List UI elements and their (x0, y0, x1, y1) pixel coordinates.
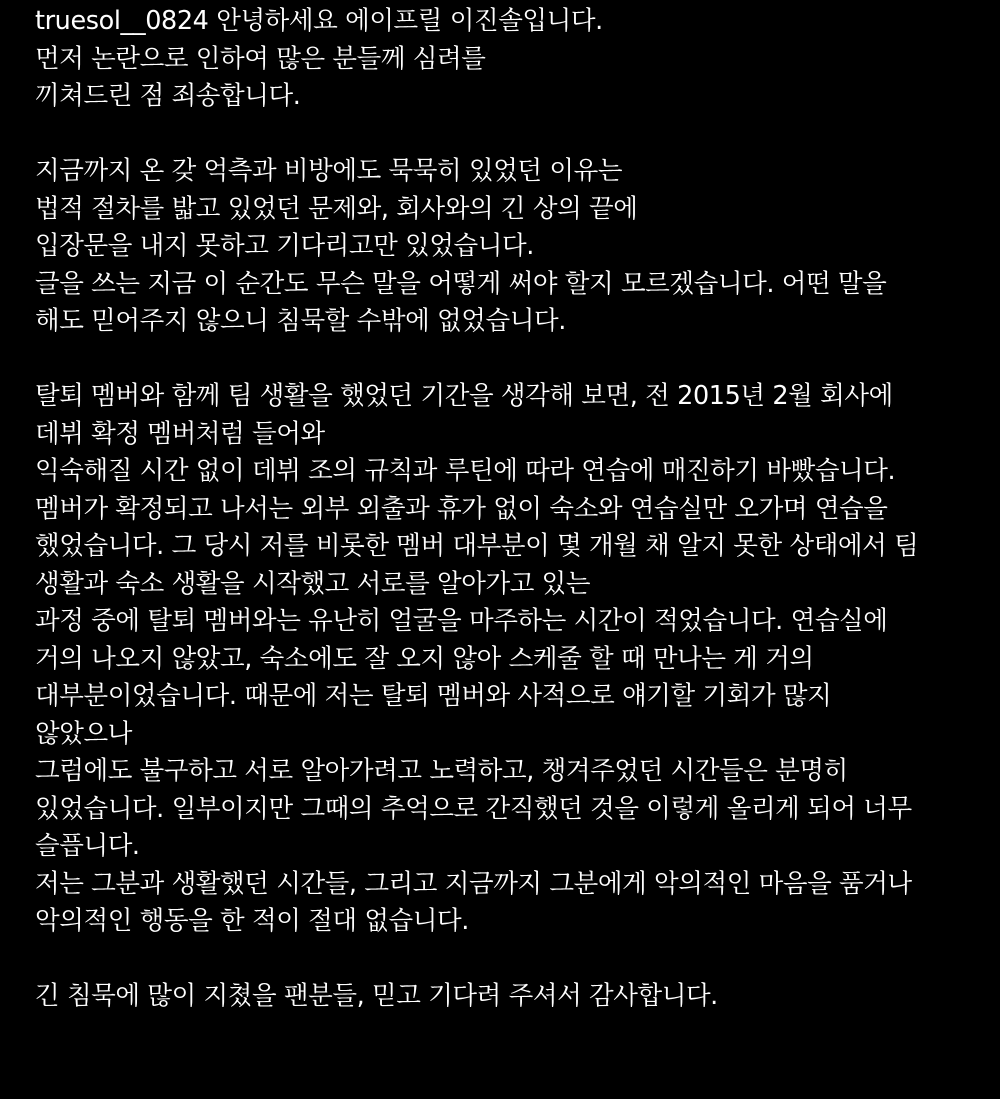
post-line: 했었습니다. 그 당시 저를 비롯한 멤버 대부분이 몇 개월 채 알지 못한 상태에서 팀 (35, 531, 919, 561)
post-line: 거의 나오지 않았고, 숙소에도 잘 오지 않아 스케줄 할 때 만나는 게 거의 (35, 643, 814, 674)
post-line: 생활과 숙소 생활을 시작했고 서로를 알아가고 있는 (35, 568, 591, 599)
paragraph-gap (35, 341, 985, 379)
paragraph-gap (35, 941, 985, 979)
post-line: 지금까지 온 갖 억측과 비방에도 묵묵히 있었던 이유는 (35, 156, 623, 186)
post-line: 있었습니다. 일부이지만 그때의 추억으로 간직했던 것을 이렇게 올리게 되어 너무 (35, 793, 912, 824)
post-line (35, 3, 985, 41)
post-line: 먼저 논란으로 인하여 많은 분들께 심려를 (35, 43, 486, 74)
paragraph-gap (35, 116, 985, 154)
post-text-segment: 안녕하세요 에이프릴 이진솔입니다. (216, 6, 603, 36)
post-line: 과정 중에 탈퇴 멤버와는 유난히 얼굴을 마주하는 시간이 적었습니다. 연습실에 (35, 606, 888, 636)
post-line: 법적 절차를 밟고 있었던 문제와, 회사와의 긴 상의 끝에 (35, 193, 638, 224)
post-username[interactable]: truesol__0824 (35, 6, 209, 36)
post-line: 탈퇴 멤버와 함께 팀 생활을 했었던 기간을 생각해 보면, 전 2015년 2월 회사에 (35, 381, 893, 411)
post-line: 데뷔 확정 멤버처럼 들어와 (35, 418, 325, 449)
post-line: 긴 침묵에 많이 지쳤을 팬분들, 믿고 기다려 주셔서 감사합니다. (35, 981, 718, 1011)
post-line: 글을 쓰는 지금 이 순간도 무슨 말을 어떻게 써야 할지 모르겠습니다. 어떤 말을 (35, 268, 887, 299)
post-line: 해도 믿어주지 않으니 침묵할 수밖에 없었습니다. (35, 306, 566, 336)
post-text (35, 3, 985, 1016)
post-line: 대부분이었습니다. 때문에 저는 탈퇴 멤버와 사적으로 얘기할 기회가 많지 (35, 681, 832, 711)
post-line: 않았으나 (35, 718, 132, 749)
post-line: 익숙해질 시간 없이 데뷔 조의 규칙과 루틴에 따라 연습에 매진하기 바빴습니다. (35, 456, 896, 486)
post-line: 멤버가 확정되고 나서는 외부 외출과 휴가 없이 숙소와 연습실만 오가며 연습을 (35, 493, 888, 524)
post-line: 저는 그분과 생활했던 시간들, 그리고 지금까지 그분에게 악의적인 마음을 품거나 (35, 868, 912, 899)
post-line: 입장문을 내지 못하고 기다리고만 있었습니다. (35, 231, 534, 261)
post-line: 그럼에도 불구하고 서로 알아가려고 노력하고, 챙겨주었던 시간들은 분명히 (35, 756, 848, 786)
post-line: 악의적인 행동을 한 적이 절대 없습니다. (35, 906, 469, 936)
post-line: 슬픕니다. (35, 831, 140, 861)
post-line: 끼쳐드린 점 죄송합니다. (35, 81, 301, 111)
